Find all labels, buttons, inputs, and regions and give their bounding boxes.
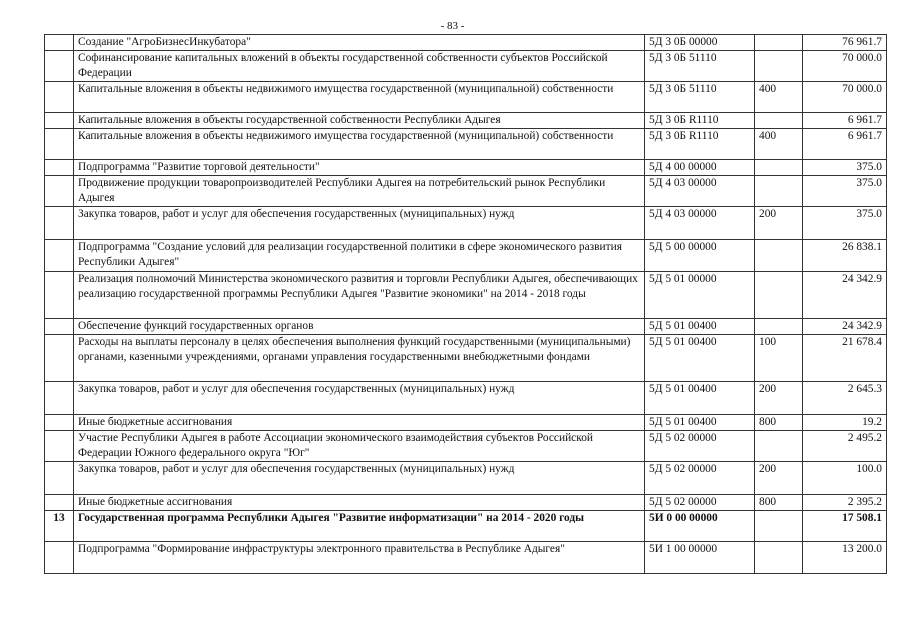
row-name-cell: Иные бюджетные ассигнования — [74, 415, 645, 431]
table-row — [45, 462, 887, 495]
row-code-cell: 5Д 5 01 00400 — [645, 319, 755, 335]
budget-table — [44, 34, 887, 574]
table-row — [45, 382, 887, 415]
row-code-cell: 5Д 5 00 00000 — [645, 240, 755, 272]
row-number-cell — [45, 415, 74, 431]
row-code-cell: 5Д 4 03 00000 — [645, 176, 755, 207]
budget-table-body — [45, 35, 887, 574]
table-row — [45, 113, 887, 129]
row-expense-type-cell — [755, 176, 803, 207]
row-name-cell: Капитальные вложения в объекты государственной собственности Республики Адыгея — [74, 113, 645, 129]
row-name-cell: Подпрограмма "Развитие торговой деятельности" — [74, 160, 645, 176]
table-row — [45, 542, 887, 574]
row-number-cell — [45, 35, 74, 51]
table-row — [45, 176, 887, 207]
table-row — [45, 511, 887, 542]
row-code-cell: 5Д 5 02 00000 — [645, 462, 755, 495]
table-row — [45, 415, 887, 431]
row-code-cell: 5Д 5 02 00000 — [645, 495, 755, 511]
row-amount-cell: 70 000.0 — [803, 82, 887, 113]
row-expense-type-cell — [755, 431, 803, 462]
row-expense-type-cell — [755, 319, 803, 335]
row-code-cell: 5Д 3 0Б 51110 — [645, 51, 755, 82]
row-name-cell: Продвижение продукции товаропроизводителей Республики Адыгея на потребительский рынок Республики Адыгея — [74, 176, 645, 207]
table-row — [45, 272, 887, 319]
row-name-cell: Иные бюджетные ассигнования — [74, 495, 645, 511]
row-amount-cell: 17 508.1 — [803, 511, 887, 542]
row-expense-type-cell: 800 — [755, 495, 803, 511]
table-row — [45, 335, 887, 382]
row-amount-cell: 2 395.2 — [803, 495, 887, 511]
row-amount-cell: 100.0 — [803, 462, 887, 495]
row-amount-cell: 21 678.4 — [803, 335, 887, 382]
row-number-cell — [45, 160, 74, 176]
row-number-cell — [45, 495, 74, 511]
row-code-cell: 5Д 4 03 00000 — [645, 207, 755, 240]
row-expense-type-cell: 400 — [755, 82, 803, 113]
page-number: - 83 - — [440, 20, 465, 32]
row-number-cell — [45, 82, 74, 113]
row-expense-type-cell — [755, 35, 803, 51]
row-number-cell — [45, 113, 74, 129]
row-number-cell — [45, 382, 74, 415]
row-number-cell — [45, 176, 74, 207]
row-code-cell: 5Д 3 0Б 51110 — [645, 82, 755, 113]
table-row — [45, 51, 887, 82]
row-number-cell — [45, 272, 74, 319]
table-row — [45, 207, 887, 240]
row-name-cell: Капитальные вложения в объекты недвижимого имущества государственной (муниципальной) собственности — [74, 129, 645, 160]
row-number-cell — [45, 207, 74, 240]
row-number-cell — [45, 240, 74, 272]
table-row — [45, 240, 887, 272]
table-row — [45, 129, 887, 160]
row-name-cell: Подпрограмма "Создание условий для реализации государственной политики в сфере экономического развития Республики Адыгея" — [74, 240, 645, 272]
row-expense-type-cell: 400 — [755, 129, 803, 160]
table-row — [45, 35, 887, 51]
row-expense-type-cell: 200 — [755, 462, 803, 495]
row-name-cell: Расходы на выплаты персоналу в целях обеспечения выполнения функций государственными (муниципальными) органами, казенными учреждениями, органами управления государственными внебюджетными фондами — [74, 335, 645, 382]
row-number-cell — [45, 431, 74, 462]
row-code-cell: 5Д 4 00 00000 — [645, 160, 755, 176]
row-number-cell — [45, 542, 74, 574]
row-amount-cell: 375.0 — [803, 160, 887, 176]
row-expense-type-cell — [755, 113, 803, 129]
row-name-cell: Создание "АгроБизнесИнкубатора" — [74, 35, 645, 51]
row-code-cell: 5Д 5 02 00000 — [645, 431, 755, 462]
row-expense-type-cell: 100 — [755, 335, 803, 382]
row-amount-cell: 70 000.0 — [803, 51, 887, 82]
row-code-cell: 5Д 5 01 00000 — [645, 272, 755, 319]
row-number-cell — [45, 51, 74, 82]
table-row — [45, 160, 887, 176]
row-code-cell: 5Д 3 0Б R1110 — [645, 129, 755, 160]
row-number-cell — [45, 129, 74, 160]
row-amount-cell: 375.0 — [803, 207, 887, 240]
row-name-cell: Государственная программа Республики Адыгея "Развитие информатизации" на 2014 - 2020 годы — [74, 511, 645, 542]
row-name-cell: Обеспечение функций государственных органов — [74, 319, 645, 335]
table-row — [45, 495, 887, 511]
row-amount-cell: 24 342.9 — [803, 319, 887, 335]
row-code-cell: 5И 1 00 00000 — [645, 542, 755, 574]
row-code-cell: 5Д 5 01 00400 — [645, 415, 755, 431]
row-code-cell: 5Д 5 01 00400 — [645, 382, 755, 415]
row-number-cell — [45, 335, 74, 382]
row-amount-cell: 26 838.1 — [803, 240, 887, 272]
row-amount-cell: 19.2 — [803, 415, 887, 431]
table-row — [45, 82, 887, 113]
row-code-cell: 5И 0 00 00000 — [645, 511, 755, 542]
row-name-cell: Реализация полномочий Министерства экономического развития и торговли Республики Адыгея, обеспечивающих реализацию государственной программы Республики Адыгея "Развитие экономики" на 2014 - 2018 годы — [74, 272, 645, 319]
row-name-cell: Софинансирование капитальных вложений в объекты государственной собственности субъектов Российской Федерации — [74, 51, 645, 82]
row-name-cell: Закупка товаров, работ и услуг для обеспечения государственных (муниципальных) нужд — [74, 207, 645, 240]
row-amount-cell: 6 961.7 — [803, 113, 887, 129]
row-amount-cell: 13 200.0 — [803, 542, 887, 574]
row-code-cell: 5Д 3 0Б R1110 — [645, 113, 755, 129]
row-code-cell: 5Д 3 0Б 00000 — [645, 35, 755, 51]
row-amount-cell: 24 342.9 — [803, 272, 887, 319]
row-expense-type-cell — [755, 542, 803, 574]
row-expense-type-cell — [755, 272, 803, 319]
row-expense-type-cell — [755, 240, 803, 272]
row-number-cell: 13 — [45, 511, 74, 542]
row-name-cell: Участие Республики Адыгея в работе Ассоциации экономического взаимодействия субъектов Российской Федерации Южного федерального округа "Юг" — [74, 431, 645, 462]
row-expense-type-cell: 200 — [755, 207, 803, 240]
row-name-cell: Закупка товаров, работ и услуг для обеспечения государственных (муниципальных) нужд — [74, 462, 645, 495]
row-amount-cell: 2 495.2 — [803, 431, 887, 462]
table-row — [45, 431, 887, 462]
row-expense-type-cell — [755, 51, 803, 82]
row-number-cell — [45, 462, 74, 495]
row-name-cell: Подпрограмма "Формирование инфраструктуры электронного правительства в Республике Адыгея" — [74, 542, 645, 574]
row-expense-type-cell: 200 — [755, 382, 803, 415]
row-amount-cell: 6 961.7 — [803, 129, 887, 160]
row-amount-cell: 375.0 — [803, 176, 887, 207]
row-name-cell: Капитальные вложения в объекты недвижимого имущества государственной (муниципальной) собственности — [74, 82, 645, 113]
row-code-cell: 5Д 5 01 00400 — [645, 335, 755, 382]
row-expense-type-cell — [755, 511, 803, 542]
row-expense-type-cell — [755, 160, 803, 176]
table-row — [45, 319, 887, 335]
row-number-cell — [45, 319, 74, 335]
row-amount-cell: 2 645.3 — [803, 382, 887, 415]
row-name-cell: Закупка товаров, работ и услуг для обеспечения государственных (муниципальных) нужд — [74, 382, 645, 415]
row-amount-cell: 76 961.7 — [803, 35, 887, 51]
row-expense-type-cell: 800 — [755, 415, 803, 431]
